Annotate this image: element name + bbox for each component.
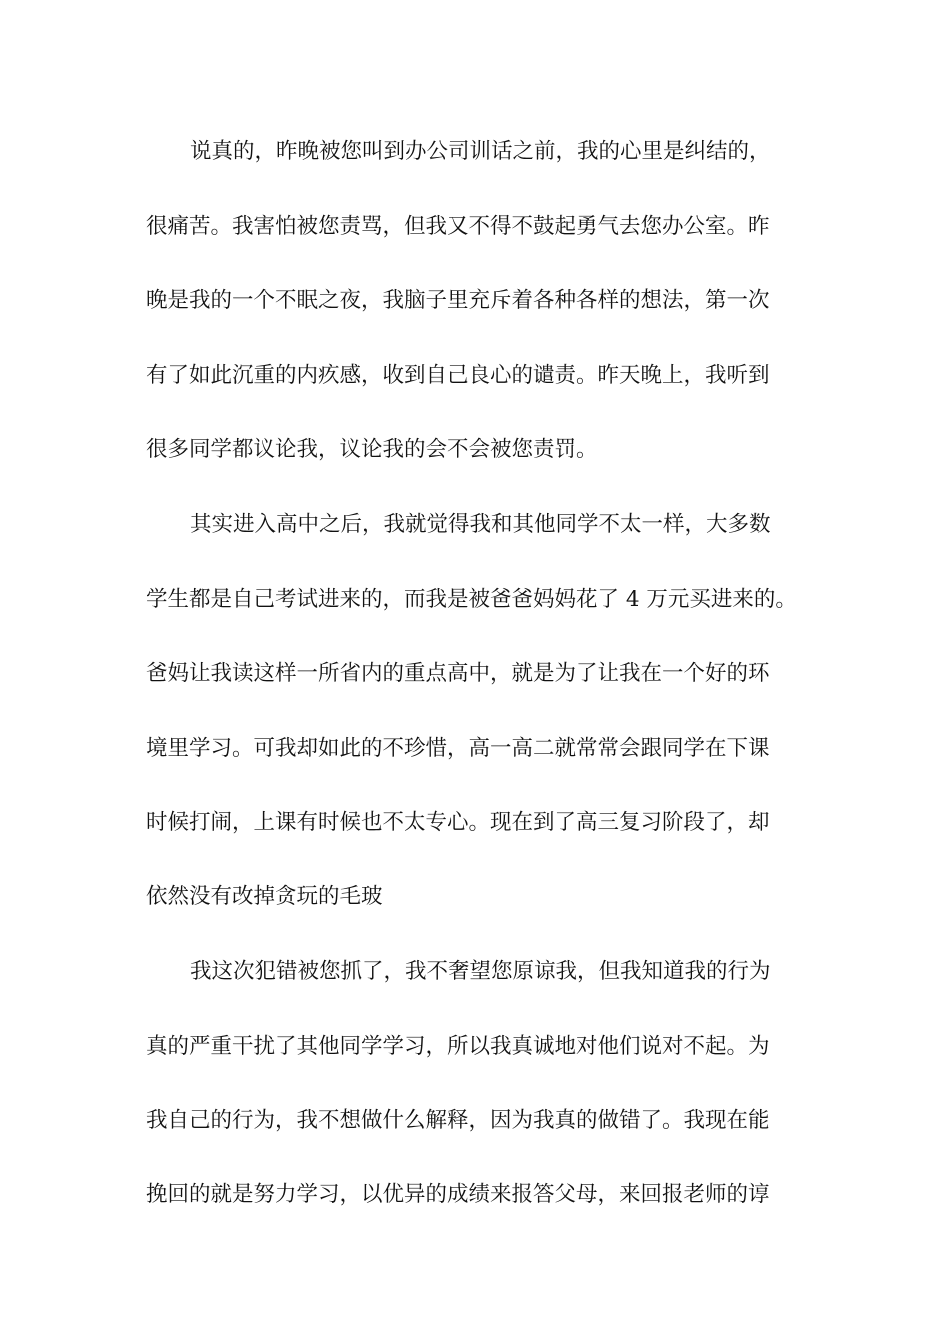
paragraph-2-line-2: 学生都是自己考试进来的，而我是被爸爸妈妈花了 4 万元买进来的。 (146, 587, 797, 612)
paragraph-2-line-4: 境里学习。可我却如此的不珍惜，高一高二就常常会跟同学在下课 (146, 736, 770, 761)
paragraph-3-line-4: 挽回的就是努力学习，以优异的成绩来报答父母，来回报老师的谆 (146, 1182, 770, 1207)
paragraph-2-line-1: 其实进入高中之后，我就觉得我和其他同学不太一样，大多数 (190, 512, 771, 537)
paragraph-2-line-6: 依然没有改掉贪玩的毛玻 (146, 884, 383, 909)
paragraph-2-line-5: 时候打闹，上课有时候也不太专心。现在到了高三复习阶段了，却 (146, 810, 770, 835)
paragraph-1-line-3: 晚是我的一个不眠之夜，我脑子里充斥着各种各样的想法，第一次 (146, 288, 770, 313)
paragraph-3-line-1: 我这次犯错被您抓了，我不奢望您原谅我，但我知道我的行为 (190, 959, 771, 984)
paragraph-1-line-2: 很痛苦。我害怕被您责骂，但我又不得不鼓起勇气去您办公室。昨 (146, 214, 770, 239)
paragraph-1-line-5: 很多同学都议论我，议论我的会不会被您责罚。 (146, 437, 598, 462)
paragraph-1-line-4: 有了如此沉重的内疚感，收到自己良心的谴责。昨天晚上，我听到 (146, 363, 770, 388)
paragraph-3-line-3: 我自己的行为，我不想做什么解释，因为我真的做错了。我现在能 (146, 1108, 770, 1133)
paragraph-1-line-1: 说真的，昨晚被您叫到办公司训话之前，我的心里是纠结的， (190, 139, 771, 164)
paragraph-2-line-3: 爸妈让我读这样一所省内的重点高中，就是为了让我在一个好的环 (146, 661, 770, 686)
paragraph-3-line-2: 真的严重干扰了其他同学学习，所以我真诚地对他们说对不起。为 (146, 1034, 770, 1059)
